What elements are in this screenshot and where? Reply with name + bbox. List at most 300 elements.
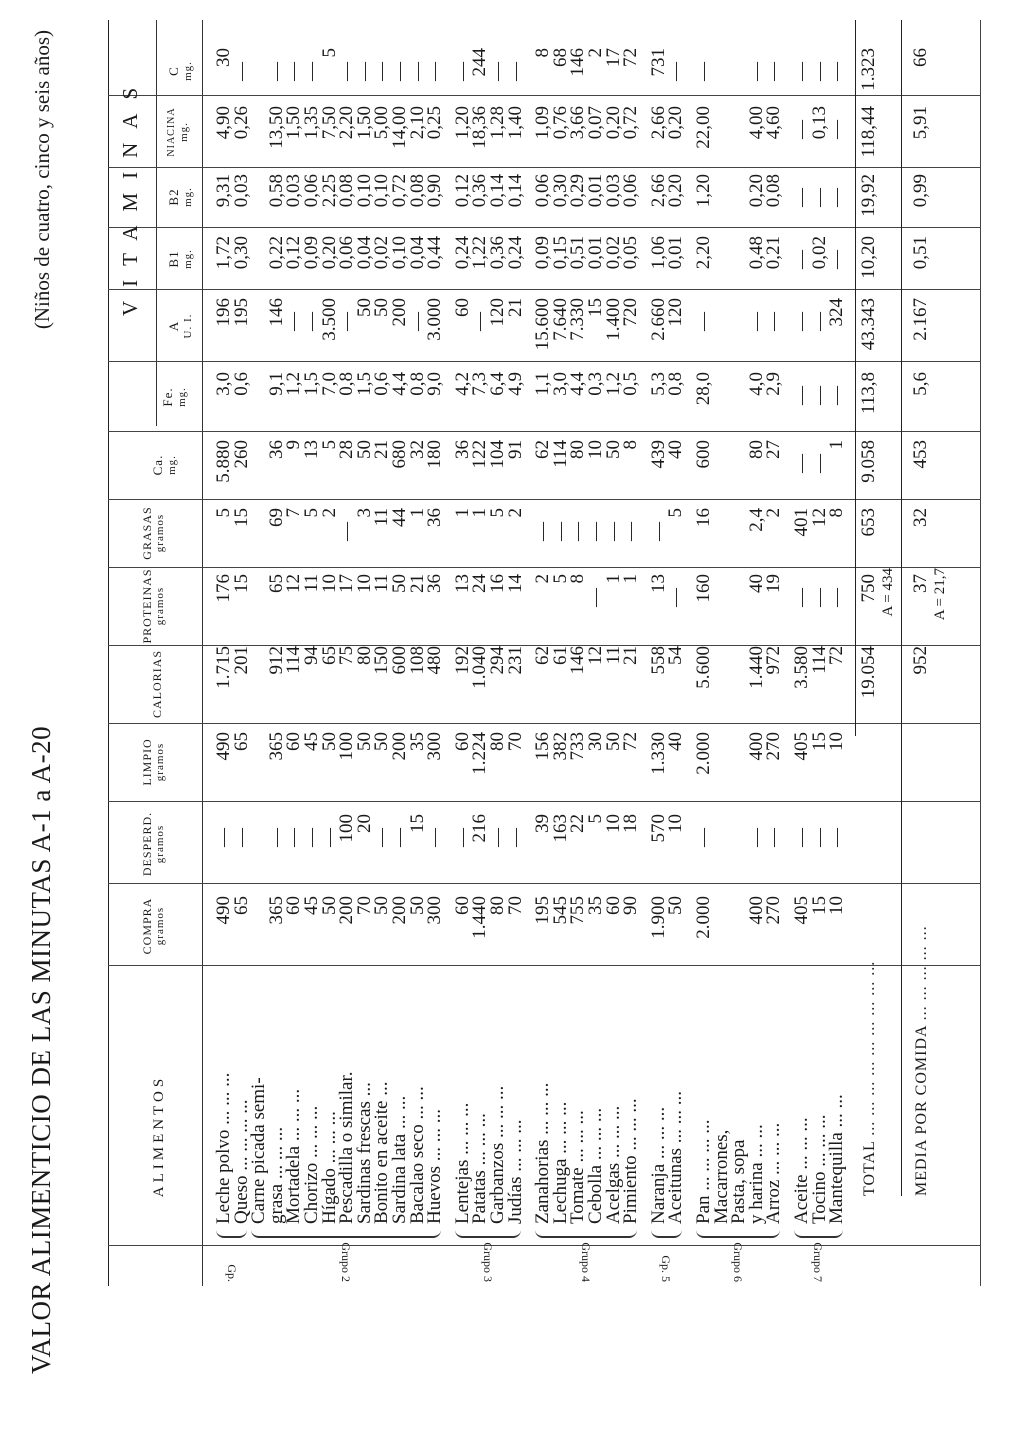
cell-compra: 60 [283, 896, 305, 915]
media-c: 66 [909, 48, 931, 67]
cell-proteinas: 11 [371, 574, 393, 593]
cell-proteinas: 36 [424, 574, 446, 593]
cell-compra: 65 [230, 896, 252, 915]
cell-vit-b2: 0,20 [745, 174, 767, 208]
cell-vit-c: — [424, 62, 446, 81]
cell-vit-b2: 0,06 [301, 174, 322, 208]
cell-calorias: 75 [336, 646, 358, 665]
cell-fe: 0,6 [371, 372, 393, 396]
cell-proteinas: 11 [301, 574, 322, 593]
cell-desperd: 39 [532, 814, 554, 833]
cell-ca: 50 [353, 440, 375, 459]
cell-niacina: 0,76 [549, 106, 571, 140]
cell-ca: 439 [647, 440, 669, 469]
cell-vit-b2: 0,01 [585, 174, 606, 208]
cell-niacina: 4,90 [213, 106, 234, 140]
cell-fe: 2,9 [763, 372, 785, 396]
cell-ca: 27 [763, 440, 785, 459]
cell-calorias: 912 [265, 646, 287, 675]
header-alimentos: ALIMENTOS [151, 1074, 167, 1198]
group-label: Gp. 5 [659, 1255, 674, 1282]
cell-vit-b2: 1,20 [693, 174, 714, 208]
cell-ca: 28 [336, 440, 358, 459]
cell-calorias: 54 [665, 646, 687, 665]
cell-proteinas: 14 [504, 574, 526, 593]
cell-grasas: — [585, 522, 606, 541]
cell-compra: 300 [424, 896, 446, 925]
cell-vit-b1: — [791, 250, 812, 269]
cell-vit-b2: 2,66 [647, 174, 669, 208]
cell-fe: 4,4 [389, 372, 410, 396]
cell-desperd: 5 [585, 814, 606, 824]
cell-vit-a: 196 [213, 298, 234, 327]
cell-limpio: 1.330 [647, 732, 669, 775]
cell-proteinas: 16 [487, 574, 508, 593]
header-vit-b1: B1 mg. [166, 249, 194, 269]
total-b1: 10,20 [857, 236, 879, 279]
food-name: Mantequilla ... ... [826, 1094, 848, 1224]
table-top-rule [108, 20, 109, 1286]
cell-vit-c: 30 [213, 48, 234, 67]
cell-vit-c: — [265, 62, 287, 81]
cell-vit-b2: 0,30 [549, 174, 571, 208]
cell-calorias: 1.440 [745, 646, 767, 689]
cell-vit-a: — [745, 312, 767, 331]
header-niacina: NIACINA mg. [166, 107, 190, 157]
cell-fe: 0,8 [665, 372, 687, 396]
cell-vit-b2: 0,03 [230, 174, 252, 208]
cell-vit-a: 3.000 [424, 298, 446, 341]
cell-proteinas: — [808, 588, 830, 607]
cell-vit-b1: 0,02 [602, 236, 624, 270]
cell-limpio: 80 [487, 732, 508, 751]
cell-grasas: 44 [389, 508, 410, 527]
cell-vit-c: — [665, 62, 687, 81]
column-divider [108, 227, 980, 228]
cell-vit-a: — [763, 312, 785, 331]
cell-proteinas: 1 [602, 574, 624, 584]
cell-vit-b2: 0,58 [265, 174, 287, 208]
food-name: Leche polvo ... ... ... [213, 1072, 234, 1224]
cell-vit-b1: 0,30 [230, 236, 252, 270]
group-brace [455, 1230, 521, 1238]
cell-ca: 8 [620, 440, 642, 450]
column-divider [108, 289, 980, 290]
cell-limpio: 50 [318, 732, 340, 751]
cell-ca: — [808, 454, 830, 473]
cell-desperd: — [389, 828, 410, 847]
cell-vit-c: 731 [647, 48, 669, 77]
cell-desperd: — [265, 828, 287, 847]
total-rule [855, 20, 856, 736]
cell-vit-a: 195 [230, 298, 252, 327]
cell-grasas: — [549, 522, 571, 541]
cell-compra: 490 [213, 896, 234, 925]
cell-limpio: 382 [549, 732, 571, 761]
cell-niacina: 1,40 [504, 106, 526, 140]
cell-proteinas: 40 [745, 574, 767, 593]
column-divider [108, 567, 980, 568]
cell-ca: 21 [371, 440, 393, 459]
cell-vit-c: — [693, 62, 714, 81]
cell-calorias: 3.580 [791, 646, 812, 689]
cell-vit-b1: 1,72 [213, 236, 234, 270]
media-grasas: 32 [909, 508, 931, 527]
group-brace [216, 1230, 247, 1238]
cell-vit-c: — [283, 62, 305, 81]
cell-niacina: 4,60 [763, 106, 785, 140]
cell-ca: 5.880 [213, 440, 234, 483]
group-label: Grupo 4 [579, 1242, 593, 1282]
food-name: Sardina lata ... ... [389, 1095, 410, 1224]
cell-vit-a: 60 [451, 298, 473, 317]
cell-proteinas: — [791, 588, 812, 607]
cell-ca: 80 [567, 440, 589, 459]
cell-compra: 80 [487, 896, 508, 915]
cell-compra: 1.440 [469, 896, 491, 939]
cell-vit-b1: 0,24 [504, 236, 526, 270]
cell-fe: 4,4 [567, 372, 589, 396]
header-calorias: CALORIAS [150, 650, 164, 719]
cell-limpio: 100 [336, 732, 358, 761]
cell-calorias: 80 [353, 646, 375, 665]
media-calorias: 952 [909, 646, 931, 675]
cell-vit-b2: 0,08 [406, 174, 428, 208]
cell-fe: 28,0 [693, 372, 714, 406]
cell-vit-b1: 0,20 [318, 236, 340, 270]
cell-vit-a: 146 [265, 298, 287, 327]
total-b2: 19,92 [857, 174, 879, 217]
cell-vit-a: 3.500 [318, 298, 340, 341]
group-brace [696, 1230, 780, 1238]
cell-ca: 36 [265, 440, 287, 459]
cell-proteinas: 21 [406, 574, 428, 593]
cell-desperd: — [693, 828, 714, 847]
cell-niacina: 7,50 [318, 106, 340, 140]
food-name: Lentejas ... ... ... [451, 1102, 473, 1224]
cell-vit-b2: 9,31 [213, 174, 234, 208]
cell-grasas: 11 [371, 508, 393, 527]
cell-ca: 32 [406, 440, 428, 459]
column-divider [108, 883, 980, 884]
cell-vit-c: — [745, 62, 767, 81]
cell-vit-b2: 0,08 [763, 174, 785, 208]
cell-limpio: 40 [665, 732, 687, 751]
header-vit-c: C mg. [166, 61, 194, 81]
cell-compra: 1.900 [647, 896, 669, 939]
cell-calorias: 972 [763, 646, 785, 675]
total-proteinas: 750 [857, 574, 879, 603]
food-name: Arroz ... ... ... [763, 1122, 785, 1224]
media-proteinas-animal: A = 21,7 [931, 568, 948, 621]
cell-vit-c: — [336, 62, 358, 81]
cell-fe: 4,9 [504, 372, 526, 396]
cell-limpio: 50 [602, 732, 624, 751]
column-divider [108, 431, 980, 432]
food-name: Naranja ... ... ... [647, 1106, 669, 1224]
cell-niacina: 0,20 [665, 106, 687, 140]
food-name: Lechuga ... ... ... [549, 1101, 571, 1224]
cell-desperd: — [318, 828, 340, 847]
header-fe: Fe. mg. [160, 387, 188, 407]
cell-ca: 10 [585, 440, 606, 459]
cell-compra: 2.000 [693, 896, 714, 939]
page-title: VALOR ALIMENTICIO DE LAS MINUTAS A-1 a A-20 [26, 725, 56, 1374]
cell-calorias: 1.715 [213, 646, 234, 689]
cell-proteinas: 13 [451, 574, 473, 593]
group-brace [794, 1230, 843, 1238]
cell-niacina: 0,20 [602, 106, 624, 140]
cell-vit-b1: 0,15 [549, 236, 571, 270]
cell-vit-c: — [504, 62, 526, 81]
cell-vit-a: — [808, 312, 830, 331]
cell-niacina: 0,26 [230, 106, 252, 140]
cell-desperd: 10 [602, 814, 624, 833]
cell-fe: — [791, 386, 812, 405]
cell-grasas: — [532, 522, 554, 541]
cell-proteinas: — [826, 588, 848, 607]
cell-vit-c: — [230, 62, 252, 81]
cell-vit-a: 15 [585, 298, 606, 317]
cell-niacina: 2,66 [647, 106, 669, 140]
header-desperd: DESPERD. gramos [140, 811, 167, 877]
cell-vit-b1: 1,22 [469, 236, 491, 270]
cell-vit-a: 15.600 [532, 298, 554, 351]
cell-fe: 7,3 [469, 372, 491, 396]
cell-vit-c: 2 [585, 48, 606, 58]
cell-vit-b1: 0,02 [808, 236, 830, 270]
cell-proteinas: 17 [336, 574, 358, 593]
cell-proteinas: 19 [763, 574, 785, 593]
cell-desperd: 100 [336, 814, 358, 843]
cell-ca: 1 [826, 440, 848, 450]
header-compra: COMPRA gramos [140, 897, 167, 955]
food-name: Chorizo ... ... ... [301, 1105, 322, 1224]
cell-ca: 104 [487, 440, 508, 469]
cell-vit-c: — [451, 62, 473, 81]
cell-niacina: 1,28 [487, 106, 508, 140]
group-brace [535, 1230, 637, 1238]
cell-proteinas: 1 [620, 574, 642, 584]
cell-grasas: 8 [826, 508, 848, 518]
media-b2: 0,99 [909, 174, 931, 208]
cell-compra: 45 [301, 896, 322, 915]
total-fe: 113,8 [857, 372, 879, 415]
cell-limpio: 2.000 [693, 732, 714, 775]
cell-ca: 50 [602, 440, 624, 459]
cell-grasas: 7 [283, 508, 305, 518]
cell-calorias: 146 [567, 646, 589, 675]
food-name: Aceitunas ... ... ... [665, 1091, 687, 1224]
cell-vit-a: 2.660 [647, 298, 669, 341]
food-name: Hígado ... ... ... [318, 1111, 340, 1224]
cell-vit-c: 5 [318, 48, 340, 58]
cell-vit-b2: 0,03 [602, 174, 624, 208]
column-divider [108, 1245, 980, 1246]
group-label: Gp. [224, 1264, 239, 1282]
cell-calorias: 72 [826, 646, 848, 665]
cell-vit-a: — [301, 312, 322, 331]
page-subtitle: (Niños de cuatro, cinco y seis años) [30, 30, 54, 330]
cell-ca: 91 [504, 440, 526, 459]
cell-desperd: — [808, 828, 830, 847]
header-separator-rule [202, 20, 203, 1286]
cell-compra: 400 [745, 896, 767, 925]
cell-niacina: — [826, 120, 848, 139]
cell-vit-b1: 0,01 [665, 236, 687, 270]
cell-desperd: 20 [353, 814, 375, 833]
cell-grasas: 1 [469, 508, 491, 518]
cell-compra: 365 [265, 896, 287, 925]
cell-calorias: 114 [808, 646, 830, 674]
food-name: Garbanzos ... ... ... [487, 1085, 508, 1224]
cell-grasas: 5 [301, 508, 322, 518]
cell-vit-c: 146 [567, 48, 589, 77]
cell-limpio: 60 [451, 732, 473, 751]
cell-vit-c: 8 [532, 48, 554, 58]
cell-niacina: 4,00 [745, 106, 767, 140]
cell-proteinas: 160 [693, 574, 714, 603]
food-name: Huevos ... ... ... [424, 1108, 446, 1224]
cell-fe: 4,0 [745, 372, 767, 396]
group-brace [251, 1230, 441, 1238]
cell-limpio: 490 [213, 732, 234, 761]
cell-calorias: 108 [406, 646, 428, 675]
cell-compra: 90 [620, 896, 642, 915]
cell-vit-b1: 0,24 [451, 236, 473, 270]
cell-desperd: — [371, 828, 393, 847]
cell-fe: 1,2 [602, 372, 624, 396]
cell-niacina: 1,20 [451, 106, 473, 140]
cell-fe: 5,3 [647, 372, 669, 396]
food-name: Mortadela ... ... ... [283, 1088, 305, 1224]
cell-grasas: 5 [487, 508, 508, 518]
column-divider [108, 965, 980, 966]
cell-compra: 50 [318, 896, 340, 915]
cell-vit-b1: — [826, 250, 848, 269]
cell-desperd: 163 [549, 814, 571, 843]
cell-compra: 70 [353, 896, 375, 915]
cell-proteinas: 12 [283, 574, 305, 593]
column-divider [108, 167, 980, 168]
cell-compra: 270 [763, 896, 785, 925]
cell-vit-b1: 0,51 [567, 236, 589, 270]
cell-vit-c: — [763, 62, 785, 81]
cell-vit-a: 200 [389, 298, 410, 327]
cell-desperd: 22 [567, 814, 589, 833]
cell-vit-b2: 0,14 [504, 174, 526, 208]
cell-limpio: 15 [808, 732, 830, 751]
cell-vit-c: 72 [620, 48, 642, 67]
food-name: Bacalao seco ... ... [406, 1086, 428, 1224]
cell-calorias: 61 [549, 646, 571, 665]
cell-limpio: 270 [763, 732, 785, 761]
cell-calorias: 1.040 [469, 646, 491, 689]
cell-vit-a: 120 [487, 298, 508, 327]
cell-grasas: 1 [451, 508, 473, 518]
cell-ca: 62 [532, 440, 554, 459]
cell-niacina: 0,25 [424, 106, 446, 140]
cell-grasas: 36 [424, 508, 446, 527]
cell-proteinas: 2 [532, 574, 554, 584]
food-name: Pimiento ... ... ... [620, 1098, 642, 1224]
cell-ca: 80 [745, 440, 767, 459]
cell-ca: 5 [318, 440, 340, 450]
cell-vit-b2: 0,72 [389, 174, 410, 208]
cell-vit-b2: 0,06 [532, 174, 554, 208]
cell-grasas: 69 [265, 508, 287, 527]
cell-vit-b2: 0,03 [283, 174, 305, 208]
cell-grasas: 2 [763, 508, 785, 518]
cell-niacina: 1,50 [353, 106, 375, 140]
cell-proteinas: — [585, 588, 606, 607]
cell-vit-a: 1.400 [602, 298, 624, 341]
cell-niacina: 22,00 [693, 106, 714, 149]
food-name: Zanahorias ... ... ... [532, 1082, 554, 1224]
food-name: Cebolla ... ... ... [585, 1107, 606, 1224]
food-name: Pescadilla o similar. [336, 1071, 358, 1224]
cell-fe: 4,2 [451, 372, 473, 396]
cell-grasas: — [336, 522, 358, 541]
cell-compra: 70 [504, 896, 526, 915]
cell-grasas: — [567, 522, 589, 541]
cell-fe: 0,8 [406, 372, 428, 396]
cell-desperd: 10 [665, 814, 687, 833]
cell-vit-b2: — [791, 188, 812, 207]
media-proteinas: 37 [909, 574, 931, 593]
cell-limpio: 405 [791, 732, 812, 761]
cell-proteinas: 10 [318, 574, 340, 593]
total-c: 1.323 [857, 48, 879, 91]
group-label: Grupo 6 [731, 1242, 745, 1282]
cell-vit-c: 68 [549, 48, 571, 67]
cell-limpio: 70 [504, 732, 526, 751]
cell-vit-a: — [336, 312, 358, 331]
food-name: Macarrones, [710, 1129, 732, 1224]
food-name: Bonito en aceite ... [371, 1081, 393, 1224]
header-limpio: LIMPIO gramos [140, 738, 167, 786]
cell-vit-a: 120 [665, 298, 687, 327]
food-name: Carne picada semi- [248, 1077, 270, 1224]
cell-niacina: 2,20 [336, 106, 358, 140]
cell-vit-a: — [693, 312, 714, 331]
food-name: Pasta, sopa [728, 1139, 750, 1224]
food-name: Pan ... ... ... ... [693, 1119, 714, 1224]
cell-limpio: 60 [283, 732, 305, 751]
cell-niacina: 1,09 [532, 106, 554, 140]
media-ca: 453 [909, 440, 931, 469]
cell-vit-c: — [406, 62, 428, 81]
cell-compra: 50 [371, 896, 393, 915]
cell-compra: 50 [406, 896, 428, 915]
cell-vit-b1: 0,48 [745, 236, 767, 270]
cell-desperd: — [487, 828, 508, 847]
cell-vit-b2: — [826, 188, 848, 207]
food-name: Tocino ... ... ... [808, 1114, 830, 1224]
group-brace [651, 1230, 682, 1238]
column-divider [108, 723, 980, 724]
cell-calorias: 558 [647, 646, 669, 675]
cell-calorias: 114 [283, 646, 305, 674]
cell-vit-b1: 0,01 [585, 236, 606, 270]
cell-grasas: — [602, 522, 624, 541]
cell-vit-b1: 0,36 [487, 236, 508, 270]
header-vitaminas: VITAMINAS [118, 73, 142, 316]
cell-desperd: — [745, 828, 767, 847]
cell-calorias: 94 [301, 646, 322, 665]
media-a: 2.167 [909, 298, 931, 341]
cell-grasas: 16 [693, 508, 714, 527]
